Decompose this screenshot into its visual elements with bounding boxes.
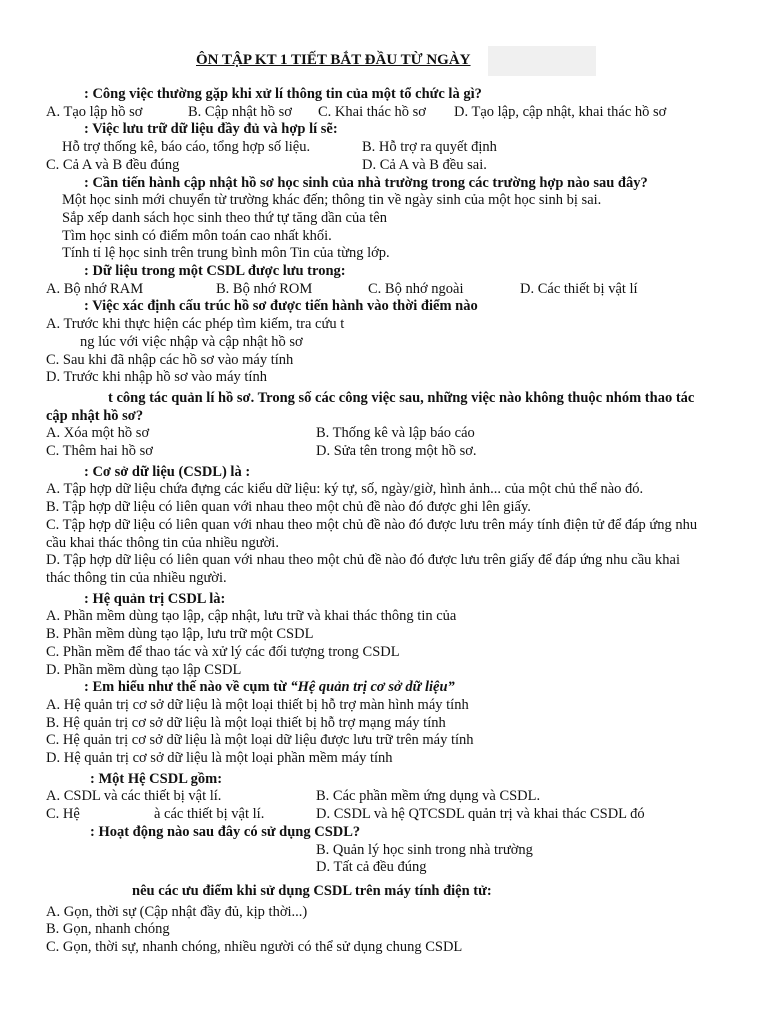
q10-options-cd bbox=[46, 806, 726, 824]
q2-option-b: B. Hỗ trợ ra quyết định bbox=[362, 139, 497, 156]
q6-option-b: B. Thống kê và lập báo cáo bbox=[316, 425, 475, 442]
q3-option-c: Tìm học sinh có điểm môn toán cao nhất khối. bbox=[62, 227, 332, 244]
document-body bbox=[46, 86, 726, 957]
q9-option-b: B. Hệ quản trị cơ sở dữ liệu là một loại thiết bị hỗ trợ mạng máy tính bbox=[46, 714, 446, 731]
q1-option-a: A. Tạo lập hồ sơ bbox=[46, 103, 143, 120]
question-3: : Cần tiến hành cập nhật hồ sơ học sinh của nhà trường trong các trường hợp nào sau đây? bbox=[84, 174, 648, 191]
q9-question-text: : Em hiểu như thế nào về cụm từ bbox=[84, 679, 287, 696]
q12-option-b: B. Gọn, nhanh chóng bbox=[46, 921, 170, 938]
q2-option-d: D. Cả A và B đều sai. bbox=[362, 156, 487, 173]
q10-option-c-right: à các thiết bị vật lí. bbox=[154, 806, 265, 823]
question-4: : Dữ liệu trong một CSDL được lưu trong: bbox=[84, 263, 346, 280]
blank-date-box bbox=[488, 46, 596, 76]
q4-option-a: A. Bộ nhớ RAM bbox=[46, 280, 144, 297]
q7-option-b: B. Tập hợp dữ liệu có liên quan với nhau theo một chủ đề nào đó được ghi lên giấy. bbox=[46, 499, 531, 516]
q9-option-c: C. Hệ quản trị cơ sở dữ liệu là một loại dữ liệu được lưu trữ trên máy tính bbox=[46, 732, 474, 749]
q1-options bbox=[46, 104, 726, 122]
q10-option-a: A. CSDL và các thiết bị vật lí. bbox=[46, 788, 222, 805]
q7-option-d: D. Tập hợp dữ liệu có liên quan với nhau theo một chủ đề nào đó được lưu trên giấy để đáp ứng nhu cầu khai bbox=[46, 552, 681, 569]
q10-option-c-left: C. Hệ bbox=[46, 806, 80, 823]
q10-option-b: B. Các phần mềm ứng dụng và CSDL. bbox=[316, 788, 541, 805]
question-9 bbox=[46, 679, 726, 697]
question-2: : Việc lưu trữ dữ liệu đầy đủ và hợp lí sẽ: bbox=[84, 121, 338, 138]
q7-option-a: A. Tập hợp dữ liệu chứa đựng các kiểu dữ liệu: ký tự, số, ngày/giờ, hình ảnh... của một chủ thể nào đó. bbox=[46, 481, 644, 498]
q5-option-a: A. Trước khi thực hiện các phép tìm kiếm, tra cứu t bbox=[46, 316, 345, 333]
q6-options-ab bbox=[46, 425, 726, 443]
q8-option-c: C. Phần mềm để thao tác và xử lý các đối tượng trong CSDL bbox=[46, 643, 400, 660]
q2-options-cd bbox=[46, 157, 726, 175]
q2-options-ab bbox=[46, 139, 726, 157]
q6-option-a: A. Xóa một hồ sơ bbox=[46, 425, 150, 442]
q9-question-quote: “Hệ quản trị cơ sở dữ liệu” bbox=[290, 679, 455, 696]
q7-option-c: C. Tập hợp dữ liệu có liên quan với nhau theo một chủ đề nào đó được lưu trên máy tính điện tử để đáp ứng nhu bbox=[46, 516, 698, 533]
q10-option-d: D. CSDL và hệ QTCSDL quản trị và khai thác CSDL đó bbox=[316, 806, 645, 823]
q3-option-b: Sắp xếp danh sách học sinh theo thứ tự tăng dần của tên bbox=[62, 209, 387, 226]
q12-option-c: C. Gọn, thời sự, nhanh chóng, nhiều người có thể sử dụng chung CSDL bbox=[46, 939, 463, 956]
q5-option-c: C. Sau khi đã nhập các hồ sơ vào máy tính bbox=[46, 351, 294, 368]
q6-options-cd bbox=[46, 443, 726, 461]
q11-option-d: D. Tất cả đều đúng bbox=[316, 859, 427, 876]
q8-option-a: A. Phần mềm dùng tạo lập, cập nhật, lưu trữ và khai thác thông tin của bbox=[46, 608, 457, 625]
question-8: : Hệ quản trị CSDL là: bbox=[84, 590, 226, 607]
q1-option-b: B. Cập nhật hồ sơ bbox=[188, 103, 292, 120]
q6-option-c: C. Thêm hai hồ sơ bbox=[46, 443, 153, 460]
q3-option-d: Tính tỉ lệ học sinh trên trung bình môn Tin của từng lớp. bbox=[62, 245, 390, 262]
question-1: : Công việc thường gặp khi xử lí thông tin của một tổ chức là gì? bbox=[84, 86, 482, 102]
q5-option-d: D. Trước khi nhập hồ sơ vào máy tính bbox=[46, 369, 267, 386]
q7-option-d-cont: thác thông tin của nhiều người. bbox=[46, 569, 227, 586]
q9-option-d: D. Hệ quản trị cơ sở dữ liệu là một loại phần mềm máy tính bbox=[46, 750, 393, 767]
q8-option-d: D. Phần mềm dùng tạo lập CSDL bbox=[46, 661, 242, 678]
question-11: : Hoạt động nào sau đây có sử dụng CSDL? bbox=[90, 823, 361, 840]
q2-option-c: C. Cả A và B đều đúng bbox=[46, 156, 180, 173]
q4-option-d: D. Các thiết bị vật lí bbox=[520, 280, 638, 297]
question-6: t công tác quản lí hồ sơ. Trong số các công việc sau, những việc nào không thuộc nhóm thao tác bbox=[108, 389, 695, 406]
q10-options-ab bbox=[46, 788, 726, 806]
question-12: nêu các ưu điểm khi sử dụng CSDL trên máy tính điện tử: bbox=[132, 882, 492, 899]
question-10: : Một Hệ CSDL gồm: bbox=[90, 770, 223, 787]
q8-option-b: B. Phần mềm dùng tạo lập, lưu trữ một CSDL bbox=[46, 626, 314, 643]
q3-option-a: Một học sinh mới chuyển từ trường khác đến; thông tin về ngày sinh của một học sinh bị sai. bbox=[62, 192, 602, 209]
q10-option-c bbox=[46, 806, 316, 824]
question-5: : Việc xác định cấu trúc hồ sơ được tiến hành vào thời điểm nào bbox=[84, 298, 478, 315]
q9-option-a: A. Hệ quản trị cơ sở dữ liệu là một loại thiết bị hỗ trợ màn hình máy tính bbox=[46, 696, 469, 713]
q4-option-c: C. Bộ nhớ ngoài bbox=[368, 280, 464, 297]
q6-option-d: D. Sửa tên trong một hồ sơ. bbox=[316, 443, 477, 460]
q2-option-a: Hỗ trợ thống kê, báo cáo, tổng hợp số liệu. bbox=[62, 139, 311, 156]
q4-option-b: B. Bộ nhớ ROM bbox=[216, 280, 313, 297]
question-6-cont: cập nhật hồ sơ? bbox=[46, 407, 144, 424]
q5-option-b: ng lúc với việc nhập và cập nhật hồ sơ bbox=[80, 333, 303, 350]
q11-option-b: B. Quản lý học sinh trong nhà trường bbox=[316, 841, 533, 858]
question-7: : Cơ sở dữ liệu (CSDL) là : bbox=[84, 463, 251, 480]
q1-option-c: C. Khai thác hồ sơ bbox=[318, 103, 426, 120]
q4-options bbox=[46, 281, 726, 299]
q7-option-c-cont: cầu khai thác thông tin của nhiều người. bbox=[46, 534, 279, 551]
q1-option-d: D. Tạo lập, cập nhật, khai thác hồ sơ bbox=[454, 103, 667, 120]
page-title: ÔN TẬP KT 1 TIẾT BẮT ĐẦU TỪ NGÀY bbox=[196, 52, 471, 68]
q12-option-a: A. Gọn, thời sự (Cập nhật đầy đủ, kịp thời...) bbox=[46, 903, 308, 920]
